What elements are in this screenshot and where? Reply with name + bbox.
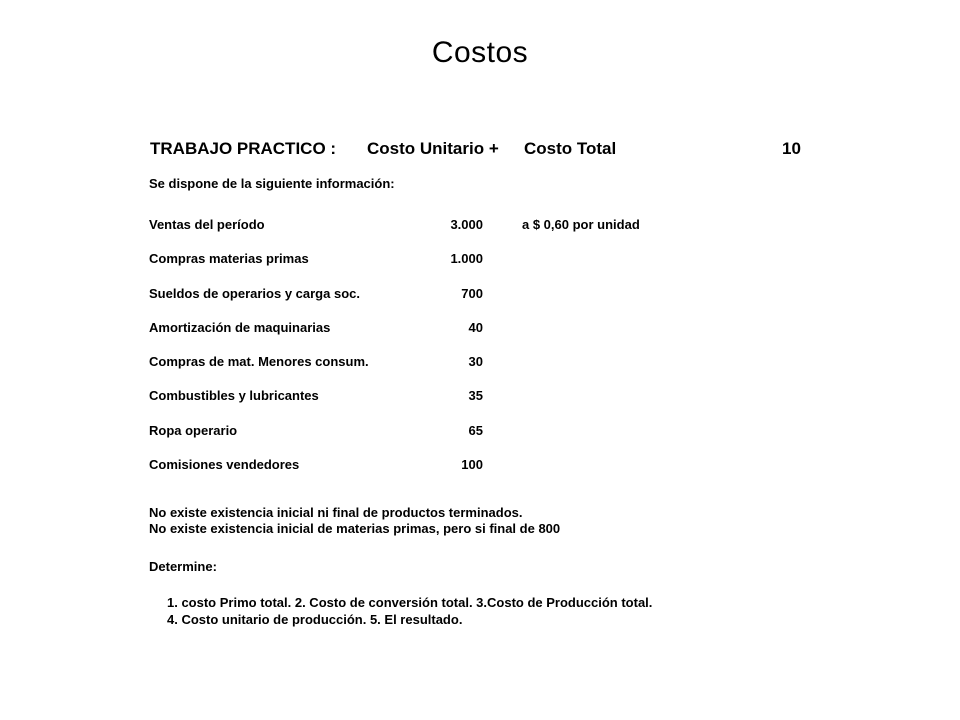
- question-line: 1. costo Primo total. 2. Costo de conversión total. 3.Costo de Producción total.: [167, 595, 653, 611]
- document-heading: [148, 136, 818, 162]
- item-value: 35: [468, 388, 483, 404]
- question-line: 4. Costo unitario de producción. 5. El resultado.: [167, 612, 463, 628]
- item-label: Amortización de maquinarias: [149, 319, 331, 335]
- list-item: [148, 286, 818, 320]
- list-item: [148, 354, 818, 388]
- determine-label: Determine:: [149, 559, 217, 575]
- list-item: [148, 217, 818, 251]
- item-label: Sueldos de operarios y carga soc.: [149, 285, 360, 301]
- list-item: [148, 251, 818, 285]
- item-label: Combustibles y lubricantes: [149, 388, 319, 404]
- item-value: 100: [461, 457, 483, 473]
- item-value: 40: [468, 319, 483, 335]
- item-value: 700: [461, 285, 483, 301]
- questions-block: [167, 594, 818, 628]
- note-line: No existe existencia inicial de materias primas, pero si final de 800: [149, 521, 561, 537]
- list-item: [148, 320, 818, 354]
- list-item: [148, 388, 818, 422]
- item-value: 1.000: [450, 251, 483, 267]
- note-line: No existe existencia inicial ni final de productos terminados.: [149, 505, 523, 521]
- heading-total-cost: Costo Total: [524, 139, 617, 158]
- items-list: [148, 217, 818, 491]
- item-note: a $ 0,60 por unidad: [522, 217, 640, 232]
- heading-practice-label: TRABAJO PRACTICO :: [150, 139, 337, 158]
- item-label: Ventas del período: [149, 217, 265, 232]
- item-value: 30: [468, 354, 483, 370]
- item-value: 65: [468, 422, 483, 438]
- slide-title: Costos: [431, 36, 529, 69]
- list-item: [148, 423, 818, 457]
- intro-text: Se dispone de la siguiente información:: [149, 176, 395, 191]
- item-label: Ropa operario: [149, 422, 238, 438]
- item-label: Compras de mat. Menores consum.: [149, 354, 369, 370]
- list-item: [148, 457, 818, 491]
- heading-number: 10: [782, 139, 801, 158]
- scanned-document: [148, 136, 818, 628]
- item-value: 3.000: [450, 217, 483, 232]
- item-label: Comisiones vendedores: [149, 457, 300, 473]
- notes-block: [149, 505, 818, 537]
- item-label: Compras materias primas: [149, 251, 309, 267]
- heading-unit-cost: Costo Unitario +: [367, 139, 499, 158]
